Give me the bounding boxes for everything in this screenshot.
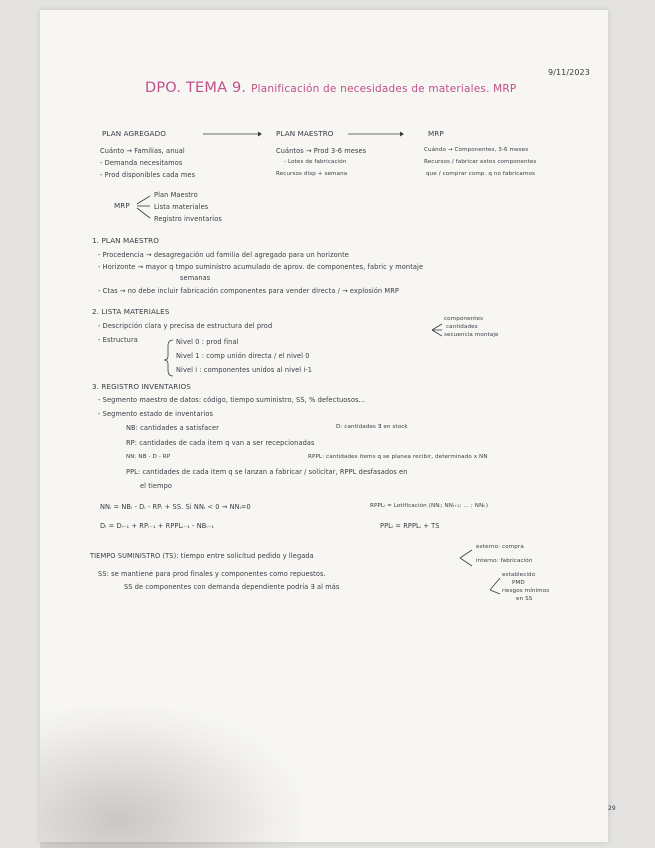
flow-c3-line-1: Recursos / fabricar estos componentes (424, 159, 537, 165)
flow-mrp: MRP (428, 129, 444, 138)
flow-c3-line-0: Cuándo → Componentes, 3-6 meses (424, 147, 529, 153)
flow-c2-line-1: - Lotes de fabricación (284, 159, 347, 165)
section3-line-3: D: cantidades ∃ en stock (336, 424, 408, 430)
flow-plan-agregado: PLAN AGREGADO (102, 129, 166, 138)
section3-line-1: - Segmento estado de inventarios (98, 410, 214, 418)
section1-heading: 1. PLAN MAESTRO (92, 236, 159, 245)
flow-c2-line-2: Recursos disp + semana (276, 171, 348, 177)
section1-line-1: - Horizonte → mayor q tmpo suministro acumulado de aprov. de componentes, fabric y montaje (98, 263, 424, 271)
mrp-input-1: Lista materiales (154, 203, 209, 211)
date: 9/11/2023 (548, 68, 590, 77)
section2-brace-2: secuencia montaje (444, 332, 499, 338)
suministro-brace1-0: externo: compra (476, 544, 524, 550)
suministro-brace1-1: interno: fabricación (476, 558, 533, 564)
notebook-page (40, 10, 616, 842)
mrp-input-0: Plan Maestro (154, 191, 198, 199)
flow-c2-line-0: Cuántos → Prod 3-6 meses (276, 147, 367, 155)
formula-0: NNᵢ = NBᵢ - Dᵢ - RPᵢ + SS. Si NNᵢ < 0 → NNᵢ=0 (100, 503, 251, 511)
formula-3: PPLᵢ = RPPLᵢ + TS (380, 522, 440, 530)
suministro-line-2: SS: se mantiene para prod finales y componentes como repuestos. (98, 570, 326, 578)
section2-line-0: - Descripción clara y precisa de estructura del prod (98, 322, 273, 330)
section2-line-1: - Estructura (98, 336, 138, 344)
section3-line-8: el tiempo (140, 482, 173, 490)
page-number: 29 (608, 805, 616, 812)
flow-c1-line-1: - Demanda necesitamos (100, 159, 183, 167)
section1-line-0: - Procedencia → desagregación ud familia del agregado para un horizonte (98, 251, 349, 259)
section3-line-7: PPL: cantidades de cada item q se lanzan a fabricar / solicitar, RPPL desfasados en (126, 468, 408, 476)
mrp-inputs-label: MRP (114, 201, 130, 210)
section2-brace-1: cantidades (446, 324, 478, 330)
section2-brace-0: componentes (444, 316, 484, 322)
suministro-brace2-2: riesgos mínimos (502, 588, 550, 594)
section2-line-3: Nivel 1 : comp unión directa / el nivel 0 (176, 352, 310, 360)
suministro-line-3: SS de componentes con demanda dependiente podría ∃ al más (124, 583, 340, 591)
mrp-input-2: Registro inventarios (154, 215, 222, 223)
section3-heading: 3. REGISTRO INVENTARIOS (92, 382, 191, 391)
section2-heading: 2. LISTA MATERIALES (92, 307, 170, 316)
section1-line-2: semanas (180, 274, 211, 282)
suministro-brace2-0: establecido (502, 572, 536, 578)
flow-c3-line-2: que / comprar comp. q no fabricamos (426, 171, 535, 177)
section2-line-2: Nivel 0 : prod final (176, 338, 239, 346)
title-rest: Planificación de necesidades de materiales. MRP (251, 83, 517, 95)
formula-1: RPPLᵢ = Lotificación (NNᵢ; NNᵢ₊₁; ... ; NNₖ) (370, 503, 489, 509)
flow-c1-line-0: Cuánto → Familias, anual (100, 147, 185, 155)
flow-c1-line-2: - Prod disponibles cada mes (100, 171, 196, 179)
suministro-brace2-1: PMD (512, 580, 525, 586)
title-main: DPO. TEMA 9. (145, 80, 247, 96)
flow-plan-maestro: PLAN MAESTRO (276, 129, 334, 138)
section3-line-0: - Segmento maestro de datos: código, tiempo suministro, SS, % defectuosos... (98, 396, 366, 404)
section3-line-4: RP: cantidades de cada item q van a ser recepcionadas (126, 439, 315, 447)
section2-line-4: Nivel i : componentes unidos al nivel i-1 (176, 366, 313, 374)
section1-line-3: - Ctas → no debe incluir fabricación componentes para vender directa / → explosión MRP (98, 287, 399, 295)
suministro-brace2-3: en SS (516, 596, 533, 602)
formula-2: Dᵢ = Dᵢ₋₁ + RPᵢ₋₁ + RPPLᵢ₋₁ - NBᵢ₋₁ (100, 522, 214, 530)
section3-line-5: NN: NB - D - RP (126, 454, 171, 460)
page-title (145, 80, 516, 96)
page-shadow (40, 708, 300, 848)
suministro-line-1: TIEMPO SUMINISTRO (TS): tiempo entre solicitud pedido y llegada (90, 552, 314, 560)
section3-line-6: RPPL: cantidades items q se planea recibir, determinado x NN (308, 454, 488, 460)
section3-line-2: NB: cantidades a satisfacer (126, 424, 219, 432)
